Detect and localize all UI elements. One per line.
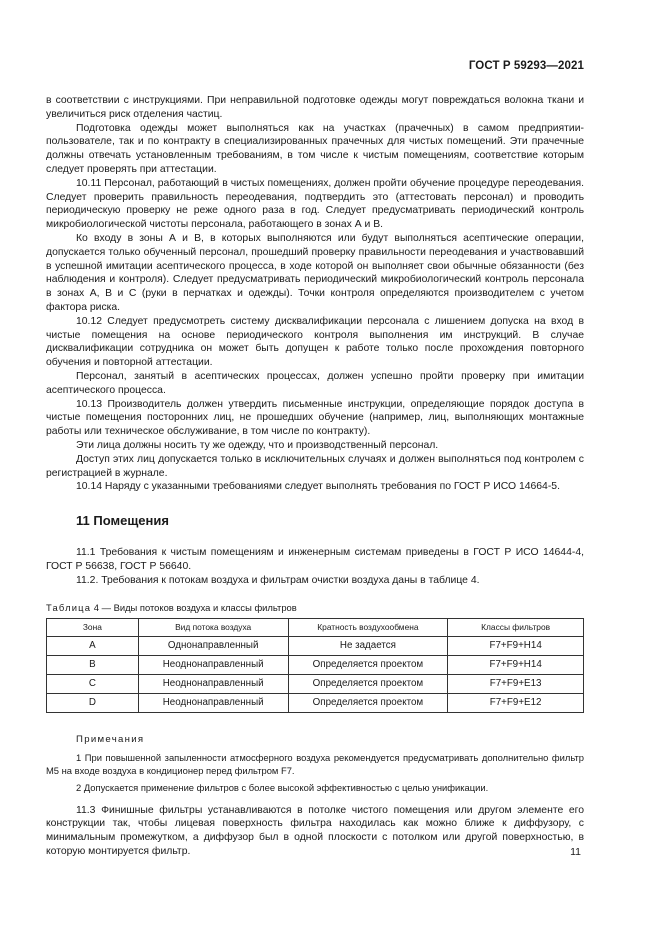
table-header-cell: Кратность воздухообмена <box>288 618 448 636</box>
paragraph: 10.14 Наряду с указанными требованиями следует выполнять требования по ГОСТ Р ИСО 14664-5. <box>76 481 560 493</box>
filters-table <box>46 618 584 713</box>
note-item: 2 Допускается применение фильтров с более высокой эффективностью с целью унификации. <box>76 781 489 793</box>
table-header-cell: Классы фильтров <box>448 618 584 636</box>
table-cell: F7+F9+H14 <box>448 636 584 655</box>
table-header-row <box>47 618 584 636</box>
paragraph: в соответствии с инструкциями. При неправильной подготовке одежды могут повреждаться волокна ткани и увеличиться риск отделения частиц. <box>46 95 584 120</box>
table-cell: F7+F9+H14 <box>448 655 584 674</box>
table-cell: А <box>47 636 139 655</box>
table-row <box>47 655 584 674</box>
table-cell: D <box>47 693 139 712</box>
table-cell: Неоднонаправленный <box>138 693 288 712</box>
page-number: 11 <box>570 846 581 858</box>
table-row <box>47 636 584 655</box>
table-row <box>47 693 584 712</box>
table-caption <box>46 602 584 613</box>
notes-title: Примечания <box>76 733 145 745</box>
table-cell: С <box>47 674 139 693</box>
table-cell: Неоднонаправленный <box>138 674 288 693</box>
paragraph: 10.13 Производитель должен утвердить письменные инструкции, определяющие порядок доступа в чистые помещения посторонних лиц, не прошедших обучение (например, лиц, выполняющих монтажные работы или техническое обслуживание, в том числе по контракту). <box>46 398 584 438</box>
paragraph: 11.3 Финишные фильтры устанавливаются в потолке чистого помещения или другом элементе его конструкции так, чтобы лицевая поверхность фильтра находилась как можно ближе к диффузору, с минимальным промежутком, а диффузор был в одной плоскости с потолком или другой поверхностью, в которую монтируется фильтр. <box>46 804 584 857</box>
page-content <box>46 94 584 859</box>
section-title: 11 Помещения <box>76 513 169 529</box>
paragraph: 11.2. Требования к потокам воздуха и фильтрам очистки воздуха даны в таблице 4. <box>76 574 480 586</box>
paragraph: 11.1 Требования к чистым помещениям и инженерным системам приведены в ГОСТ Р ИСО 14644-4, ГОСТ Р 56638, ГОСТ Р 56640. <box>46 547 584 572</box>
table-cell: F7+F9+E12 <box>448 693 584 712</box>
table-caption-label: Таблица <box>46 601 92 613</box>
page-header: ГОСТ Р 59293—2021 <box>468 60 584 72</box>
table-cell: Определяется проектом <box>288 693 448 712</box>
table-header-cell: Вид потока воздуха <box>138 618 288 636</box>
paragraph: 10.12 Следует предусмотреть систему дисквалификации персонала с лишением допуска на вход в чистые помещения на основе периодического контроля выполнения им инструкций. В случае дисквалификации сотрудника он может быть допущен к работе только после прохождения повторного обучения и повторной аттестации. <box>46 315 584 369</box>
paragraph: Эти лица должны носить ту же одежду, что и производственный персонал. <box>76 439 439 451</box>
table-cell: Неоднонаправленный <box>138 655 288 674</box>
paragraph: 10.11 Персонал, работающий в чистых помещениях, должен пройти обучение процедуре переодевания. Следует проверить правильность переодевания, подтвердить это (аттестовать персонал) и проводить периодическую проверку не реже одного раза в год. Следует предусматривать периодический контроль микробиологической чистоты персонала, работающего в зонах А и В. <box>46 177 584 231</box>
note-item: 1 При повышенной запыленности атмосферного воздуха рекомендуется предусматривать дополнительно фильтр М5 на входе воздуха в кондиционер перед фильтром F7. <box>46 751 584 776</box>
table-cell: Не задается <box>288 636 448 655</box>
table-cell: F7+F9+E13 <box>448 674 584 693</box>
table-header-cell: Зона <box>47 618 139 636</box>
table-cell: В <box>47 655 139 674</box>
table-row <box>47 674 584 693</box>
table-cell: Однонаправленный <box>138 636 288 655</box>
table-caption-text: 4 — Виды потоков воздуха и классы фильтров <box>91 601 297 613</box>
paragraph: Персонал, занятый в асептических процессах, должен успешно пройти проверку при имитации асептического процесса. <box>46 370 584 396</box>
table-cell: Определяется проектом <box>288 674 448 693</box>
paragraph: Подготовка одежды может выполняться как на участках (прачечных) в самом предприятии-пользователе, так и по контракту в специализированных прачечных для чистых помещений. Эти прачечные должны отвечать установленным требованиям, в том числе к чистым помещениям, соответствие которым следует проверять при аттестации. <box>46 122 584 175</box>
table-cell: Определяется проектом <box>288 655 448 674</box>
paragraph: Ко входу в зоны А и В, в которых выполняются или будут выполняться асептические операции, допускается только обученный персонал, прошедший проверку правильности переодевания и участвовавший в успешной имитации асептического процесса, в ходе которой он выполняет свои обычные обязанности (без наблюдения и контроля). Следует предусматривать периодический микробиологический контроль персонала в зонах А, В и С (руки в перчатках и одежды). Точки контроля определяются производителем с учетом фактора риска. <box>46 232 584 313</box>
paragraph: Доступ этих лиц допускается только в исключительных случаях и должен выполняться под контролем с регистрацией в журнале. <box>46 453 584 479</box>
